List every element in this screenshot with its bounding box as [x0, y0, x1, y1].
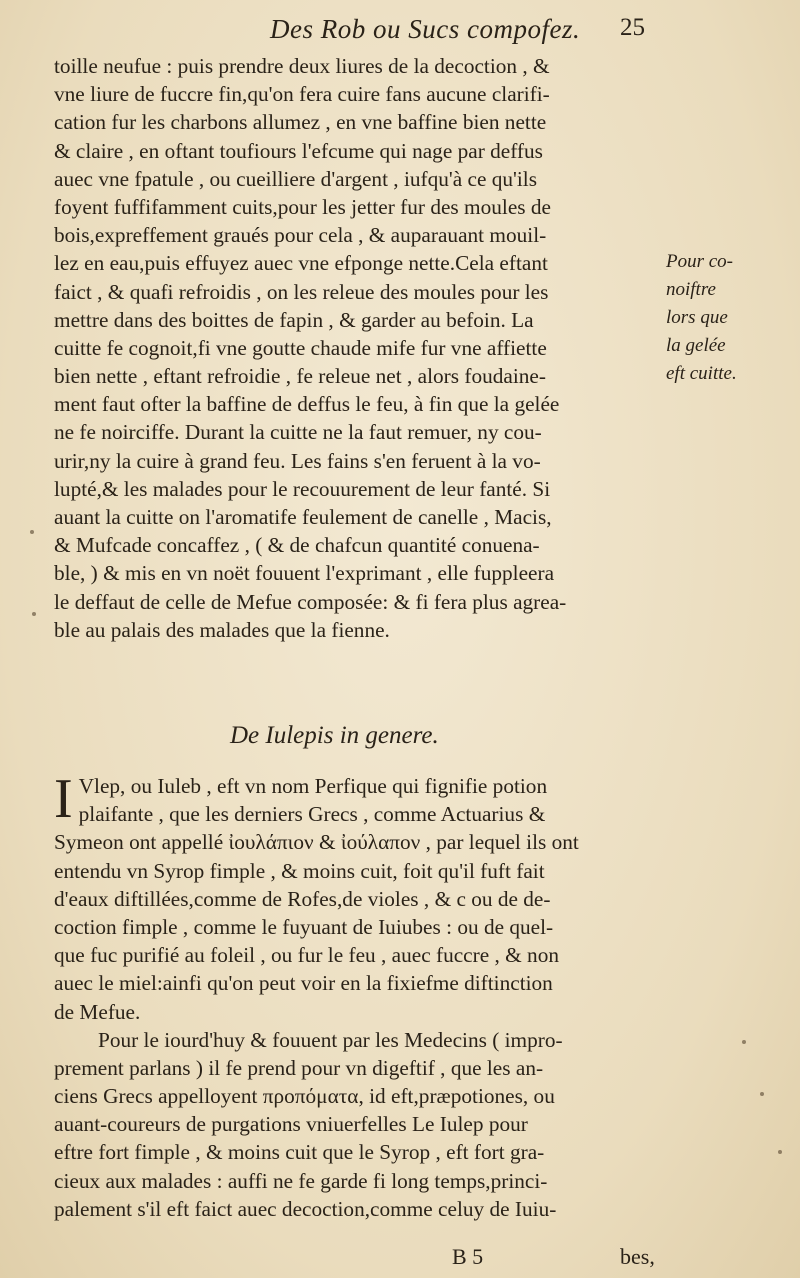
margin-note-line: eft cuitte.: [666, 363, 737, 384]
text-line: & Mufcade concaffez , ( & de chafcun quantité conuena-: [54, 533, 540, 558]
text-line: entendu vn Syrop fimple , & moins cuit, foit qu'il fuft fait: [54, 858, 545, 883]
text-line: plaifante , que les derniers Grecs , comme Actuarius &: [78, 802, 546, 827]
text-line: cieux aux malades : auffi ne fe garde fi long temps,princi-: [54, 1168, 548, 1193]
page-number: 25: [620, 14, 645, 41]
text-line: bois,expreffement graués pour cela , & auparauant mouil-: [54, 223, 547, 248]
text-line: ble au palais des malades que la fienne.: [54, 617, 390, 642]
page-header: [0, 14, 800, 54]
passage-julep: [54, 768, 674, 1223]
text-line: prement parlans ) il fe prend pour vn digeftif , que les an-: [54, 1055, 544, 1080]
text-line: foyent fuffifamment cuits,pour les jetter fur des moules de: [54, 194, 551, 219]
margin-note: [666, 248, 796, 388]
text-line: ne fe noirciffe. Durant la cuitte ne la faut remuer, ny cou-: [54, 420, 542, 445]
text-line: ble, ) & mis en vn noët fouuent l'exprimant , elle fuppleera: [54, 561, 555, 586]
text-line: le deffaut de celle de Mefue composée: & fi fera plus agrea-: [54, 589, 567, 614]
text-line: eftre fort fimple , & moins cuit que le Syrop , eft fort gra-: [54, 1140, 545, 1165]
text-line: auant la cuitte on l'aromatife feulement de canelle , Macis,: [54, 505, 552, 529]
margin-note-line: Pour co-: [666, 251, 734, 272]
text-line: & claire , en oftant toufiours l'efcume qui nage par deffus: [54, 138, 543, 163]
section-heading: De Iulepis in genere.: [230, 722, 439, 749]
ink-speck: [760, 1092, 764, 1096]
text-line: d'eaux diftillées,comme de Rofes,de violes , & c ou de de-: [54, 886, 551, 911]
running-title: Des Rob ou Sucs compofez.: [270, 14, 581, 44]
drop-cap: I: [54, 768, 73, 830]
text-line: de Mefue.: [54, 999, 141, 1024]
text-line: Pour le iourd'huy & fouuent par les Medecins ( impro-: [98, 1027, 563, 1052]
margin-note-line: la gelée: [666, 335, 726, 356]
text-line: urir,ny la cuire à grand feu. Les fains s'en feruent à la vo-: [54, 448, 541, 473]
passage-rob-preparation: [54, 52, 664, 644]
ink-speck: [742, 1040, 746, 1044]
text-line: auec le miel:ainfi qu'on peut voir en la fixiefme diftinction: [54, 971, 553, 996]
text-line: lez en eau,puis effuyez auec vne efponge nette.Cela eftant: [54, 251, 548, 276]
text-line: Symeon ont appellé ἰουλάπιον & ἰούλαπον , par lequel ils ont: [54, 830, 579, 855]
text-line: bien nette , eftant refroidie , fe releue net , alors foudaine-: [54, 364, 546, 389]
text-line: cuitte fe cognoit,fi vne goutte chaude mife fur vne affiette: [54, 335, 547, 360]
text-line: auant-coureurs de purgations vniuerfelles Le Iulep pour: [54, 1112, 528, 1137]
text-line: palement s'il eft faict auec decoction,comme celuy de Iuiu-: [54, 1196, 557, 1221]
text-line: ciens Grecs appelloyent προπόματα, id eft,præpotiones, ou: [54, 1084, 555, 1109]
text-line: que fuc purifié au foleil , ou fur le feu , auec fuccre , & non: [54, 943, 559, 968]
text-line: vne liure de fuccre fin,qu'on fera cuire fans aucune clarifi-: [54, 82, 550, 107]
text-line: cation fur les charbons allumez , en vne baffine bien nette: [54, 110, 547, 135]
text-line: Vlep, ou Iuleb , eft vn nom Perfique qui fignifie potion: [78, 774, 548, 798]
text-line: faict , & quafi refroidis , on les releue des moules pour les: [54, 279, 549, 304]
text-line: lupté,& les malades pour le recouurement de leur fanté. Si: [54, 476, 551, 501]
margin-note-line: lors que: [666, 307, 728, 328]
margin-note-line: noiftre: [666, 279, 716, 300]
ink-speck: [32, 612, 36, 616]
text-line: ment faut ofter la baffine de deffus le feu, à fin que la gelée: [54, 392, 560, 417]
page-footer: [0, 1244, 800, 1274]
text-line: mettre dans des boittes de fapin , & garder au befoin. La: [54, 307, 534, 332]
signature-mark: B 5: [452, 1244, 484, 1269]
text-line: toille neufue : puis prendre deux liures de la decoction , &: [54, 54, 550, 78]
ink-speck: [778, 1150, 782, 1154]
ink-speck: [30, 530, 34, 534]
text-line: auec vne fpatule , ou cueilliere d'argent , iufqu'à ce qu'ils: [54, 166, 538, 191]
text-line: coction fimple , comme le fuyuant de Iuiubes : ou de quel-: [54, 914, 554, 939]
catchword: bes,: [620, 1244, 655, 1269]
